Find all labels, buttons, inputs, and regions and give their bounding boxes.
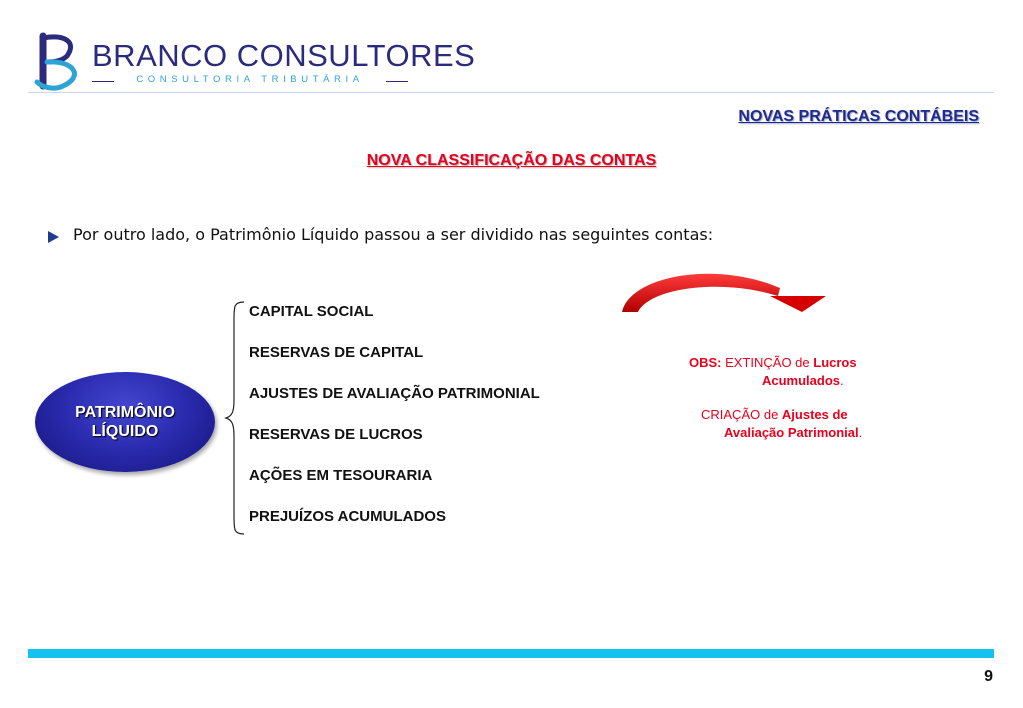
obs-extinction-bold-2: Acumulados (762, 373, 841, 388)
company-tagline-wrap (92, 74, 408, 88)
obs-creation-bold-1: Ajustes de (781, 407, 848, 422)
obs-line-2 (762, 372, 844, 389)
ellipse-label-line2: LÍQUIDO (91, 423, 159, 440)
footer-bar (28, 649, 994, 658)
obs-creation-bold-2: Avaliação Patrimonial (724, 425, 859, 440)
obs-period-1: . (840, 373, 844, 388)
branco-logo-icon (33, 32, 87, 92)
account-prejuizos-acumulados: PREJUÍZOS ACUMULADOS (249, 508, 446, 525)
company-tagline: CONSULTORIA TRIBUTÁRIA (136, 74, 364, 85)
left-brace-icon (224, 300, 246, 536)
section-title: NOVAS PRÁTICAS CONTÁBEIS (738, 108, 979, 125)
tagline-rule-right (386, 81, 408, 82)
curved-arrow-icon (620, 268, 828, 314)
obs-line-1 (689, 354, 857, 371)
obs-line-3 (701, 406, 848, 423)
obs-period-2: . (858, 425, 863, 440)
slide-subtitle: NOVA CLASSIFICAÇÃO DAS CONTAS (366, 152, 657, 169)
page-number: 9 (984, 668, 993, 685)
account-ajustes-avaliacao: AJUSTES DE AVALIAÇÃO PATRIMONIAL (249, 385, 540, 402)
ellipse-label-line1: PATRIMÔNIO (75, 404, 175, 421)
tagline-rule-left (92, 81, 114, 82)
obs-line-4 (724, 424, 862, 441)
obs-creation-text: CRIAÇÃO de (701, 407, 782, 422)
triangle-bullet-icon (48, 231, 59, 243)
account-capital-social: CAPITAL SOCIAL (249, 303, 374, 320)
obs-extinction-text: EXTINÇÃO de (721, 355, 814, 370)
patrimonio-liquido-ellipse (35, 372, 215, 472)
company-name: BRANCO CONSULTORES (92, 38, 476, 73)
account-acoes-tesouraria: AÇÕES EM TESOURARIA (249, 467, 433, 484)
bullet-text: Por outro lado, o Patrimônio Líquido passou a ser dividido nas seguintes contas: (73, 225, 714, 244)
obs-extinction-bold-1: Lucros (813, 355, 857, 370)
account-reservas-lucros: RESERVAS DE LUCROS (249, 426, 423, 443)
obs-label: OBS: (689, 355, 722, 370)
header-divider (28, 92, 994, 93)
account-reservas-capital: RESERVAS DE CAPITAL (249, 344, 424, 361)
